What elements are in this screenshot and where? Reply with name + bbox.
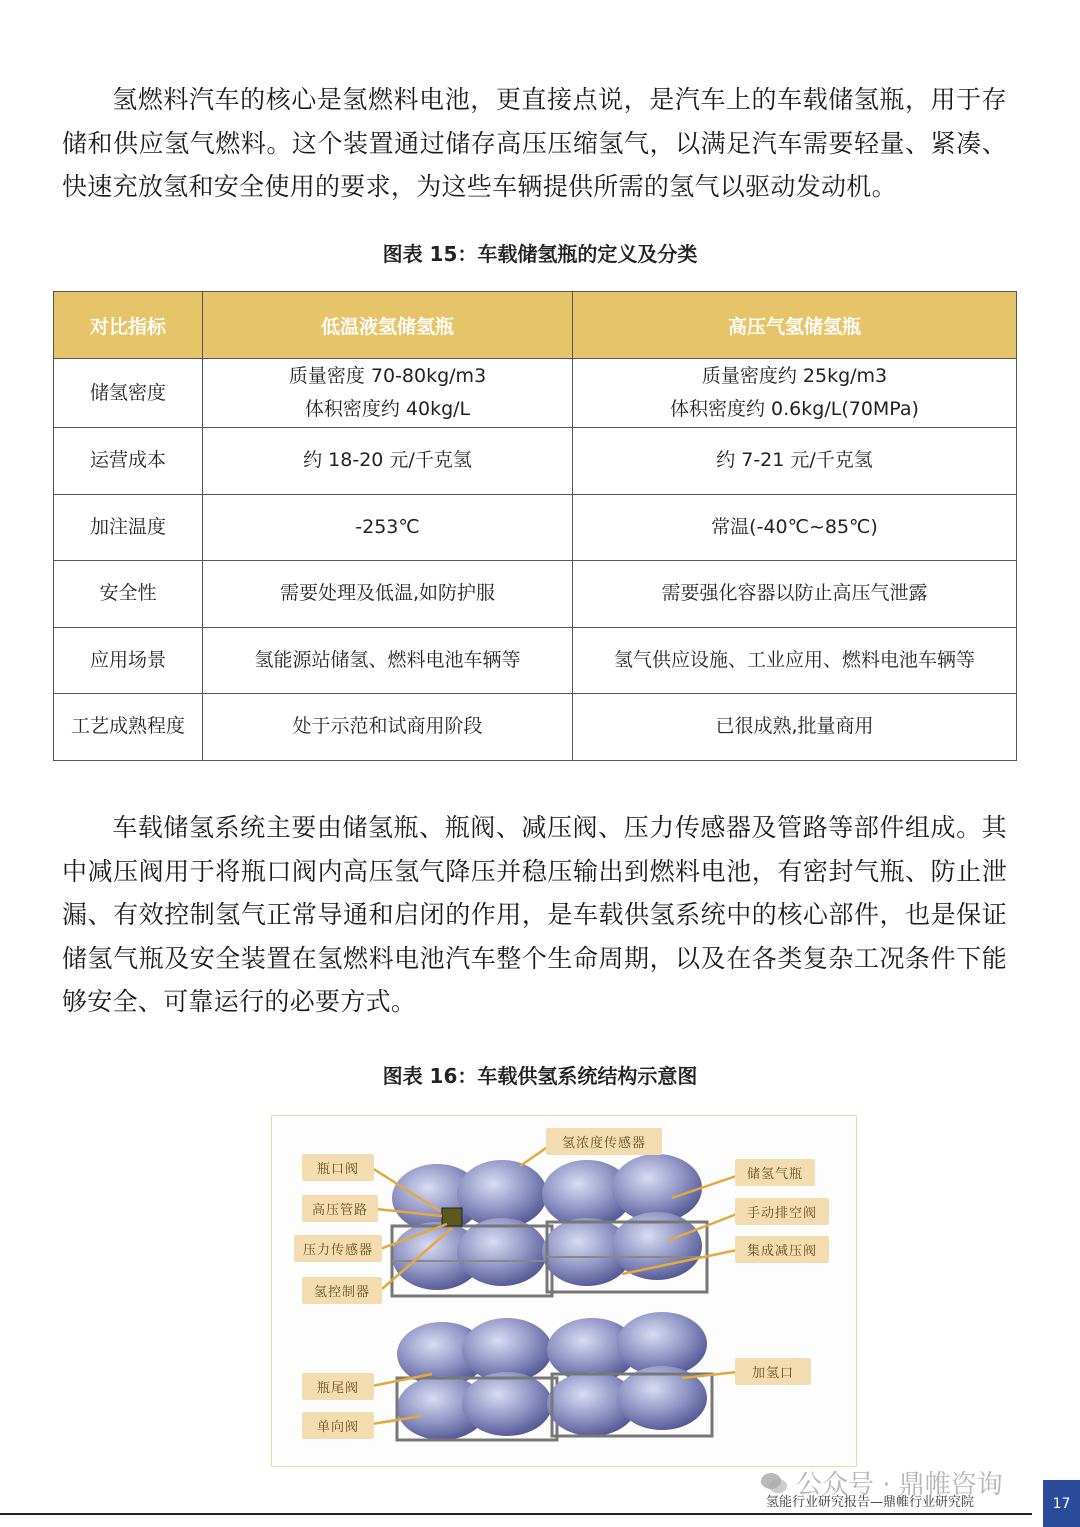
row-liquid: 约 18-20 元/千克氢 [203,428,573,495]
row-gas: 约 7-21 元/千克氢 [573,428,1017,495]
header-gas: 高压气氢储氢瓶 [573,292,1017,359]
row-metric: 工艺成熟程度 [54,694,203,761]
footer-divider [0,1513,1032,1515]
upper-right-rack [542,1154,707,1292]
header-metric: 对比指标 [54,292,203,359]
table-row [54,627,1017,694]
table-header-row [54,292,1017,359]
row-metric: 应用场景 [54,627,203,694]
table-row [54,494,1017,561]
upper-left-rack [392,1160,552,1296]
row-gas: 氢气供应设施、工业应用、燃料电池车辆等 [573,627,1017,694]
system-paragraph: 车载储氢系统主要由储氢瓶、瓶阀、减压阀、压力传感器及管路等部件组成。其中减压阀用于将瓶口阀内高压氢气降压并稳压输出到燃料电池，有密封气瓶、防止泄漏、有效控制氢气正常导通和启闭的作用，是车载供氢系统中的核心部件，也是保证储氢气瓶及安全装置在氢燃料电池汽车整个生命周期，以及在各类复杂工况条件下能够安全、可靠运行的必要方式。 [62,813,1007,1016]
table-row [54,428,1017,495]
row-liquid: 氢能源站储氢、燃料电池车辆等 [203,627,573,694]
label-hp-pipe: 高压管路 [302,1195,378,1222]
table-row [54,694,1017,761]
hydrogen-supply-diagram [271,1115,857,1467]
label-bottle-valve: 瓶口阀 [302,1154,374,1181]
row-gas: 已很成熟,批量商用 [573,694,1017,761]
page-number: 17 [1043,1480,1080,1527]
label-pressure-sensor: 压力传感器 [294,1235,382,1262]
row-gas: 常温(-40℃~85℃) [573,494,1017,561]
intro-paragraph: 氢燃料汽车的核心是氢燃料电池，更直接点说，是汽车上的车载储氢瓶，用于存储和供应氢气燃料。这个装置通过储存高压压缩氢气，以满足汽车需要轻量、紧凑、快速充放氢和安全使用的要求，为这些车辆提供所需的氢气以驱动发动机。 [62,85,1007,201]
storage-comparison-table [53,291,1017,761]
row-liquid: 处于示范和试商用阶段 [203,694,573,761]
label-tail-valve: 瓶尾阀 [302,1373,374,1400]
figure-15-caption: 图表 15：车载储氢瓶的定义及分类 [382,242,698,266]
header-liquid: 低温液氢储氢瓶 [203,292,573,359]
label-hydrogen-sensor: 氢浓度传感器 [546,1128,662,1155]
row-liquid: 需要处理及低温,如防护服 [203,561,573,628]
lower-right-rack [547,1312,712,1436]
table-row [54,359,1017,428]
label-check-valve: 单向阀 [302,1412,374,1439]
row-liquid: -253℃ [203,494,573,561]
row-gas: 需要强化容器以防止高压气泄露 [573,561,1017,628]
row-liquid: 质量密度 70-80kg/m3 体积密度约 40kg/L [203,359,573,428]
row-metric: 运营成本 [54,428,203,495]
row-metric: 安全性 [54,561,203,628]
row-metric: 加注温度 [54,494,203,561]
row-gas: 质量密度约 25kg/m3 体积密度约 0.6kg/L(70MPa) [573,359,1017,428]
row-metric: 储氢密度 [54,359,203,428]
figure-16-caption: 图表 16：车载供氢系统结构示意图 [382,1064,698,1088]
label-hydrogen-controller: 氢控制器 [302,1277,382,1304]
table-row [54,561,1017,628]
label-refuel-port: 加氢口 [735,1358,811,1385]
label-manual-vent-valve: 手动排空阀 [735,1198,829,1225]
footer-title: 氢能行业研究报告—鼎帷行业研究院 [766,1495,975,1510]
lower-left-rack [397,1318,557,1440]
label-integrated-reducer: 集成减压阀 [735,1236,829,1263]
watermark-text: 公众号 · 鼎帷咨询 [796,1470,1003,1500]
label-storage-bottle: 储氢气瓶 [735,1159,815,1186]
